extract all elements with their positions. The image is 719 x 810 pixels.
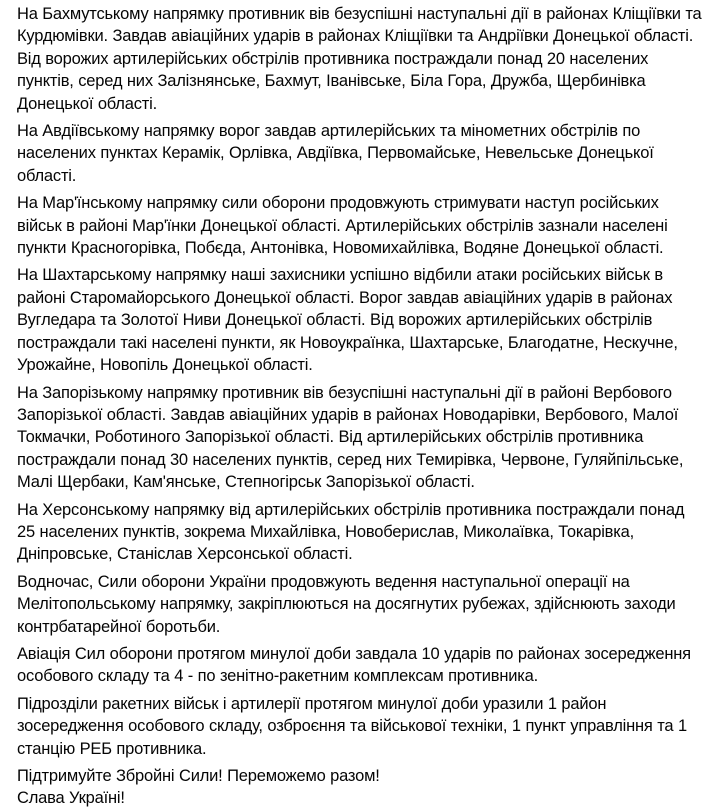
post-paragraph: Авіація Сил оборони протягом минулої доби завдала 10 ударів по районах зосередження особового складу та 4 - по зенітно-ракетним комплексам противника. <box>17 644 691 686</box>
post-paragraph: Водночас, Сили оборони України продовжують ведення наступальної операції на Мелітопольському напрямку, закріплюються на досягнутих рубежах, здійснюють заходи контрбатарейної боротьби. <box>17 572 676 636</box>
post-paragraph: На Бахмутському напрямку противник вів безуспішні наступальні дії в районах Кліщіївки та Курдюмівки. Завдав авіаційних ударів в районах Кліщіївки та Андріївки Донецької області. Від ворожих артилерійських обстрілів противника постраждали понад 20 населених пунктів, серед них Залізнянське, Бахмут, Іванівське, Біла Гора, Дружба, Щербинівка Донецької області. <box>17 5 702 113</box>
post-paragraph: Підтримуйте Збройні Сили! Переможемо разом! Слава Україні! <box>17 767 380 808</box>
post-paragraph: Підрозділи ракетних військ і артилерії протягом минулої доби уразили 1 район зосередження особового складу, озброєння та військової техніки, 1 пункт управління та 1 станцію РЕБ противника. <box>17 694 687 758</box>
post-paragraph: На Херсонському напрямку від артилерійських обстрілів противника постраждали понад 25 населених пунктів, зокрема Михайлівка, Новоберислав, Миколаївка, Токарівка, Дніпровське, Станіслав Херсонської області. <box>17 500 685 564</box>
post-paragraph: На Авдіївському напрямку ворог завдав артилерійських та мінометних обстрілів по населених пунктах Керамік, Орлівка, Авдіївка, Первомайське, Невельське Донецької області. <box>17 122 654 185</box>
post-paragraph: На Шахтарському напрямку наші захисники успішно відбили атаки російських військ в районі Старомайорського Донецької області. Ворог завдав авіаційних ударів в районах Вугледара та Золотої Ниви Донецької області. Від ворожих артилерійських обстрілів постраждали такі населені пункти, як Новоукраїнка, Шахтарське, Благодатне, Нескучне, Урожайне, Новопіль Донецької області. <box>17 266 678 375</box>
post-paragraph: На Запорізькому напрямку противник вів безуспішні наступальні дії в районі Вербового Запорізької області. Завдав авіаційних ударів в районах Новодарівки, Вербового, Малої Токмачки, Роботиного Запорізької області. Від артилерійських обстрілів противника постраждали понад 30 населених пунктів, серед них Темирівка, Червоне, Гуляйпільське, Малі Щербаки, Кам'янське, Степногірськ Запорізької області. <box>17 383 684 492</box>
post-paragraph: На Мар'їнському напрямку сили оборони продовжують стримувати наступ російських військ в районі Мар'їнки Донецької області. Артилерійських обстрілів зазнали населені пункти Красногорівка, Побєда, Антонівка, Новомихайлівка, Водяне Донецької області. <box>17 194 668 258</box>
